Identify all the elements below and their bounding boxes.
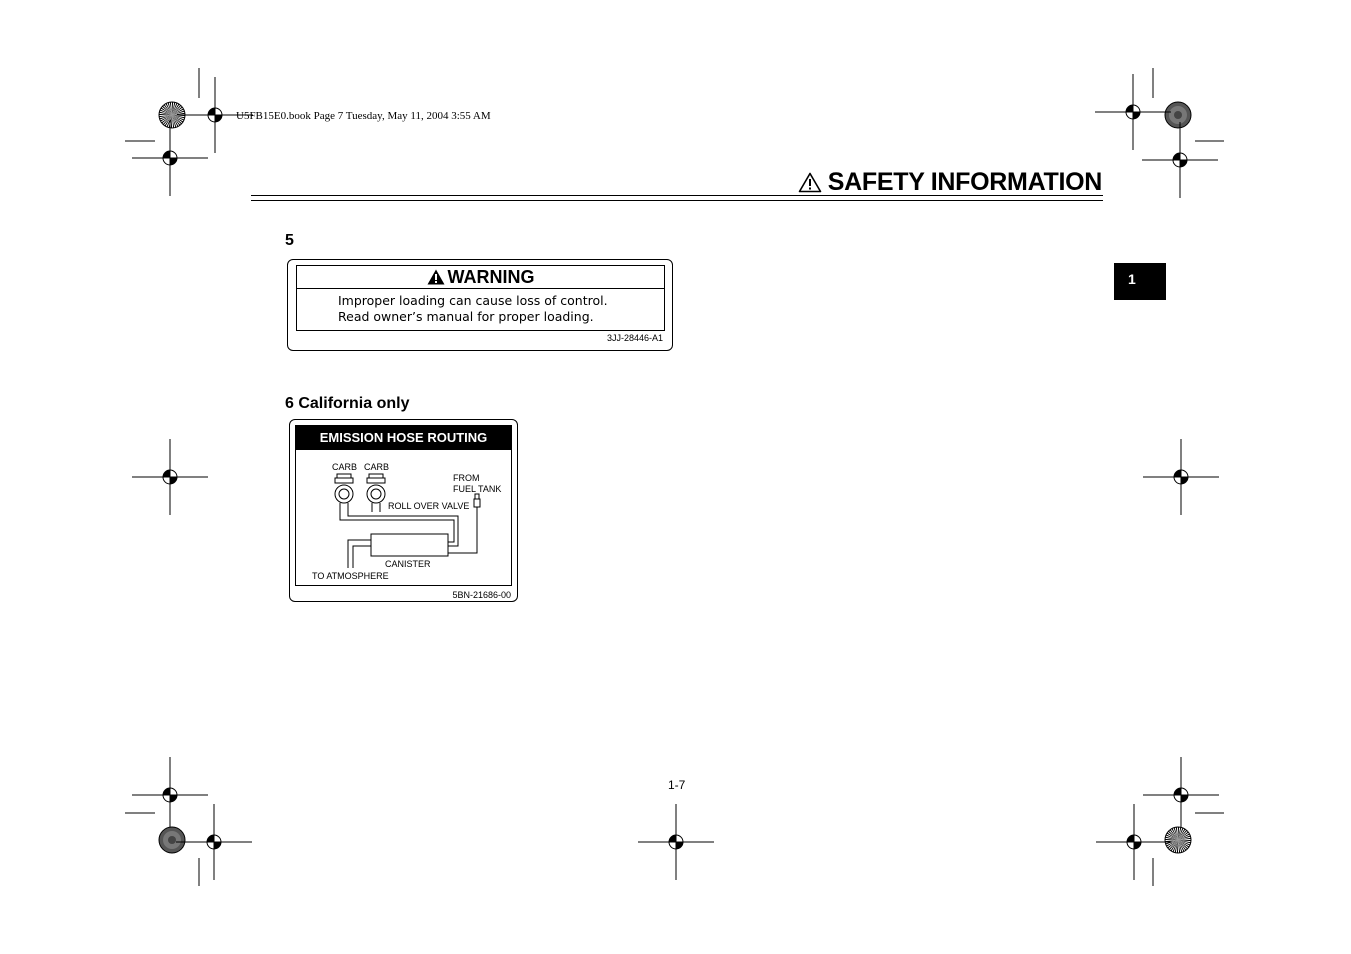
warning-label-line-1: Improper loading can cause loss of control. xyxy=(338,293,608,308)
header-rule-top xyxy=(251,195,1103,196)
registration-crosshair-icon xyxy=(1143,757,1219,833)
emission-hose-label-title: EMISSION HOSE ROUTING xyxy=(296,426,511,450)
carburetor-right-icon xyxy=(367,474,385,512)
registration-crosshair-icon xyxy=(1095,74,1171,150)
section-5-heading: 5 xyxy=(285,232,294,249)
section-6-heading: 6 California only xyxy=(285,395,410,412)
warning-label-frame xyxy=(296,265,665,331)
warning-label-line-2: Read owner’s manual for proper loading. xyxy=(338,309,594,324)
registration-crosshair-icon xyxy=(638,804,714,880)
warning-triangle-filled-icon xyxy=(427,269,445,285)
label-from: FROM xyxy=(453,473,480,483)
registration-crosshair-icon xyxy=(132,439,208,515)
registration-crosshair-icon xyxy=(1096,804,1172,880)
registration-dot-icon xyxy=(159,827,185,853)
warning-triangle-outline-icon xyxy=(798,172,822,193)
warning-label-title-row xyxy=(297,266,664,289)
label-roll-over-valve: ROLL OVER VALVE xyxy=(388,501,470,511)
warning-label-code: 3JJ-28446-A1 xyxy=(606,333,663,343)
emission-hose-label-frame xyxy=(295,425,512,586)
label-carb-left: CARB xyxy=(332,462,358,472)
page-number: 1-7 xyxy=(668,778,686,792)
registration-crosshair-icon xyxy=(1143,439,1219,515)
emission-hose-label-code: 5BN-21686-00 xyxy=(452,590,511,600)
canister-icon xyxy=(371,534,448,556)
roll-over-valve-icon xyxy=(474,494,480,507)
carburetor-left-icon xyxy=(335,474,353,512)
chapter-tab xyxy=(1114,263,1166,300)
page-header-title xyxy=(798,168,1102,197)
warning-label xyxy=(287,259,673,351)
registration-dot-icon xyxy=(1165,102,1191,128)
registration-crosshair-icon xyxy=(132,757,208,833)
registration-crosshair-icon xyxy=(1142,122,1218,198)
warning-label-title: WARNING xyxy=(447,266,535,287)
page-header-title-text: SAFETY INFORMATION xyxy=(827,168,1102,196)
label-carb-right: CARB xyxy=(364,462,390,472)
book-info-line: U5FB15E0.book Page 7 Tuesday, May 11, 2004 3:55 AM xyxy=(236,110,491,122)
header-rule-bottom xyxy=(251,200,1103,201)
registration-crosshair-icon xyxy=(176,804,252,880)
emission-hose-label xyxy=(289,419,518,602)
label-canister: CANISTER xyxy=(385,559,431,569)
label-to-atmosphere: TO ATMOSPHERE xyxy=(312,571,389,581)
registration-crosshair-icon xyxy=(132,120,208,196)
label-fuel-tank: FUEL TANK xyxy=(453,484,502,494)
registration-star-icon xyxy=(1165,827,1191,853)
chapter-tab-number: 1 xyxy=(1128,271,1136,287)
